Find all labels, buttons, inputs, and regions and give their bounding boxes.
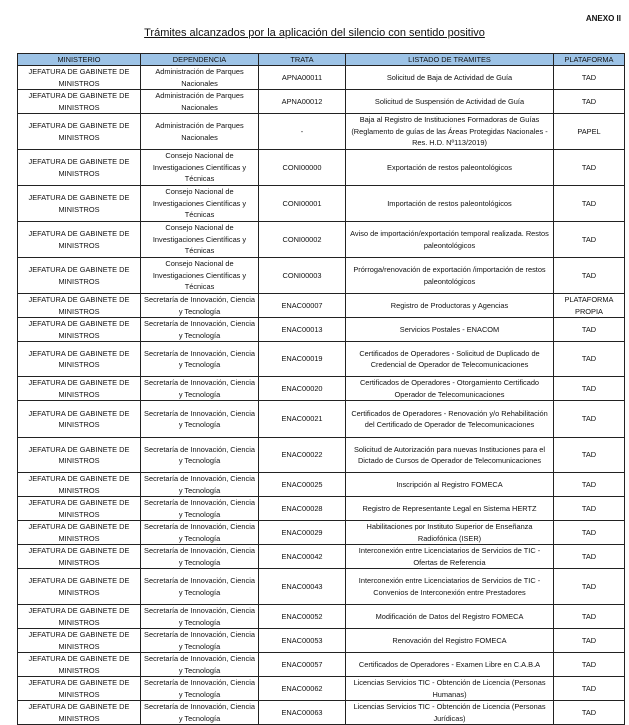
cell-plataforma: TAD	[554, 186, 625, 222]
table-row	[18, 66, 625, 90]
cell-dependencia: Secretaría de Innovación, Ciencia y Tecnología	[141, 377, 259, 401]
cell-ministerio: JEFATURA DE GABINETE DE MINISTROS	[18, 497, 141, 521]
cell-tramite: Renovación del Registro FOMECA	[346, 629, 554, 653]
table-row	[18, 186, 625, 222]
cell-plataforma: TAD	[554, 318, 625, 342]
header-ministerio: MINISTERIO	[18, 54, 141, 66]
cell-trata: CONI00002	[259, 222, 346, 258]
cell-dependencia: Administración de Parques Nacionales	[141, 114, 259, 150]
cell-plataforma: PAPEL	[554, 114, 625, 150]
cell-tramite: Certificados de Operadores - Solicitud de Duplicado de Credencial de Operador de Telecomunicaciones	[346, 342, 554, 377]
cell-dependencia: Consejo Nacional de Investigaciones Científicas y Técnicas	[141, 222, 259, 258]
cell-dependencia: Secretaría de Innovación, Ciencia y Tecnología	[141, 605, 259, 629]
cell-ministerio: JEFATURA DE GABINETE DE MINISTROS	[18, 342, 141, 377]
cell-ministerio: JEFATURA DE GABINETE DE MINISTROS	[18, 401, 141, 438]
cell-trata: ENAC00063	[259, 701, 346, 725]
cell-plataforma: TAD	[554, 677, 625, 701]
cell-trata: ENAC00028	[259, 497, 346, 521]
cell-trata: ENAC00013	[259, 318, 346, 342]
cell-tramite: Licencias Servicios TIC - Obtención de Licencia (Personas Humanas)	[346, 677, 554, 701]
cell-trata: ENAC00053	[259, 629, 346, 653]
cell-plataforma: TAD	[554, 90, 625, 114]
cell-tramite: Solicitud de Suspensión de Actividad de Guía	[346, 90, 554, 114]
cell-trata: ENAC00007	[259, 294, 346, 318]
table-header-row	[18, 54, 625, 66]
cell-plataforma: TAD	[554, 66, 625, 90]
cell-tramite: Prórroga/renovación de exportación /importación de restos paleontológicos	[346, 258, 554, 294]
cell-trata: ENAC00025	[259, 473, 346, 497]
cell-trata: ENAC00020	[259, 377, 346, 401]
cell-plataforma: TAD	[554, 342, 625, 377]
table-row	[18, 497, 625, 521]
cell-trata: ENAC00062	[259, 677, 346, 701]
cell-ministerio: JEFATURA DE GABINETE DE MINISTROS	[18, 150, 141, 186]
table-row	[18, 545, 625, 569]
cell-dependencia: Consejo Nacional de Investigaciones Científicas y Técnicas	[141, 150, 259, 186]
cell-tramite: Servicios Postales - ENACOM	[346, 318, 554, 342]
cell-plataforma: TAD	[554, 653, 625, 677]
cell-tramite: Certificados de Operadores - Examen Libre en C.A.B.A	[346, 653, 554, 677]
cell-trata: ENAC00057	[259, 653, 346, 677]
cell-tramite: Aviso de importación/exportación temporal realizada. Restos paleontológicos	[346, 222, 554, 258]
cell-ministerio: JEFATURA DE GABINETE DE MINISTROS	[18, 653, 141, 677]
cell-plataforma: TAD	[554, 605, 625, 629]
cell-tramite: Importación de restos paleontológicos	[346, 186, 554, 222]
cell-tramite: Certificados de Operadores - Renovación y/o Rehabilitación del Certificado de Operador de Telecomunicaciones	[346, 401, 554, 438]
annex-label: ANEXO II	[585, 14, 621, 23]
cell-dependencia: Secretaría de Innovación, Ciencia y Tecnología	[141, 653, 259, 677]
cell-tramite: Solicitud de Autorización para nuevas Instituciones para el Dictado de Cursos de Operador de Telecomunicaciones	[346, 438, 554, 473]
cell-trata: CONI00001	[259, 186, 346, 222]
table-row	[18, 677, 625, 701]
header-dependencia: DEPENDENCIA	[141, 54, 259, 66]
cell-tramite: Inscripción al Registro FOMECA	[346, 473, 554, 497]
cell-trata: APNA00011	[259, 66, 346, 90]
tramites-table	[17, 53, 625, 725]
cell-plataforma: TAD	[554, 401, 625, 438]
cell-dependencia: Consejo Nacional de Investigaciones Científicas y Técnicas	[141, 258, 259, 294]
cell-trata: ENAC00029	[259, 521, 346, 545]
cell-plataforma: TAD	[554, 629, 625, 653]
cell-ministerio: JEFATURA DE GABINETE DE MINISTROS	[18, 701, 141, 725]
cell-tramite: Baja al Registro de Instituciones Formadoras de Guías (Reglamento de guías de las Áreas Protegidas Nacionales - Res. H.D. Nº113/2019)	[346, 114, 554, 150]
cell-ministerio: JEFATURA DE GABINETE DE MINISTROS	[18, 569, 141, 605]
cell-dependencia: Secretaría de Innovación, Ciencia y Tecnología	[141, 545, 259, 569]
table-row	[18, 401, 625, 438]
cell-plataforma: TAD	[554, 222, 625, 258]
table-row	[18, 294, 625, 318]
table-row	[18, 605, 625, 629]
table-row	[18, 318, 625, 342]
cell-trata: ENAC00019	[259, 342, 346, 377]
cell-tramite: Certificados de Operadores - Otorgamiento Certificado Operador de Telecomunicaciones	[346, 377, 554, 401]
cell-plataforma: TAD	[554, 569, 625, 605]
cell-plataforma: PLATAFORMA PROPIA	[554, 294, 625, 318]
cell-ministerio: JEFATURA DE GABINETE DE MINISTROS	[18, 294, 141, 318]
cell-tramite: Solicitud de Baja de Actividad de Guía	[346, 66, 554, 90]
cell-ministerio: JEFATURA DE GABINETE DE MINISTROS	[18, 318, 141, 342]
table-row	[18, 438, 625, 473]
cell-ministerio: JEFATURA DE GABINETE DE MINISTROS	[18, 114, 141, 150]
cell-trata: CONI00000	[259, 150, 346, 186]
cell-dependencia: Secretaría de Innovación, Ciencia y Tecnología	[141, 629, 259, 653]
cell-plataforma: TAD	[554, 377, 625, 401]
cell-ministerio: JEFATURA DE GABINETE DE MINISTROS	[18, 605, 141, 629]
cell-dependencia: Secretaría de Innovación, Ciencia y Tecnología	[141, 401, 259, 438]
cell-trata: ENAC00022	[259, 438, 346, 473]
table-row	[18, 114, 625, 150]
cell-tramite: Interconexión entre Licenciatarios de Servicios de TIC - Convenios de Interconexión entre Prestadores	[346, 569, 554, 605]
cell-trata: ENAC00042	[259, 545, 346, 569]
cell-dependencia: Secretaría de Innovación, Ciencia y Tecnología	[141, 677, 259, 701]
cell-plataforma: TAD	[554, 258, 625, 294]
cell-ministerio: JEFATURA DE GABINETE DE MINISTROS	[18, 545, 141, 569]
header-listado: LISTADO DE TRAMITES	[346, 54, 554, 66]
table-row	[18, 653, 625, 677]
cell-trata: ENAC00043	[259, 569, 346, 605]
cell-ministerio: JEFATURA DE GABINETE DE MINISTROS	[18, 258, 141, 294]
cell-dependencia: Secretaría de Innovación, Ciencia y Tecnología	[141, 294, 259, 318]
cell-ministerio: JEFATURA DE GABINETE DE MINISTROS	[18, 629, 141, 653]
page-title: Trámites alcanzados por la aplicación del silencio con sentido positivo	[144, 27, 485, 39]
cell-trata: CONI00003	[259, 258, 346, 294]
cell-plataforma: TAD	[554, 438, 625, 473]
cell-trata: ENAC00021	[259, 401, 346, 438]
cell-plataforma: TAD	[554, 521, 625, 545]
cell-ministerio: JEFATURA DE GABINETE DE MINISTROS	[18, 473, 141, 497]
cell-trata: -	[259, 114, 346, 150]
table-row	[18, 377, 625, 401]
cell-ministerio: JEFATURA DE GABINETE DE MINISTROS	[18, 677, 141, 701]
cell-dependencia: Secretaría de Innovación, Ciencia y Tecnología	[141, 569, 259, 605]
cell-tramite: Licencias Servicios TIC - Obtención de Licencia (Personas Jurídicas)	[346, 701, 554, 725]
cell-dependencia: Secretaría de Innovación, Ciencia y Tecnología	[141, 473, 259, 497]
table-row	[18, 569, 625, 605]
cell-plataforma: TAD	[554, 473, 625, 497]
table-row	[18, 473, 625, 497]
table-row	[18, 258, 625, 294]
cell-plataforma: TAD	[554, 701, 625, 725]
cell-ministerio: JEFATURA DE GABINETE DE MINISTROS	[18, 66, 141, 90]
cell-dependencia: Secretaría de Innovación, Ciencia y Tecnología	[141, 497, 259, 521]
cell-dependencia: Consejo Nacional de Investigaciones Científicas y Técnicas	[141, 186, 259, 222]
cell-dependencia: Secretaría de Innovación, Ciencia y Tecnología	[141, 521, 259, 545]
table-row	[18, 150, 625, 186]
cell-ministerio: JEFATURA DE GABINETE DE MINISTROS	[18, 222, 141, 258]
cell-plataforma: TAD	[554, 150, 625, 186]
table-row	[18, 90, 625, 114]
cell-tramite: Exportación de restos paleontológicos	[346, 150, 554, 186]
table-row	[18, 342, 625, 377]
cell-tramite: Habilitaciones por Instituto Superior de Enseñanza Radiofónica (ISER)	[346, 521, 554, 545]
cell-dependencia: Secretaría de Innovación, Ciencia y Tecnología	[141, 318, 259, 342]
table-row	[18, 222, 625, 258]
cell-dependencia: Administración de Parques Nacionales	[141, 66, 259, 90]
cell-dependencia: Secretaría de Innovación, Ciencia y Tecnología	[141, 342, 259, 377]
cell-plataforma: TAD	[554, 545, 625, 569]
cell-ministerio: JEFATURA DE GABINETE DE MINISTROS	[18, 377, 141, 401]
header-plataforma: PLATAFORMA	[554, 54, 625, 66]
cell-ministerio: JEFATURA DE GABINETE DE MINISTROS	[18, 186, 141, 222]
table-row	[18, 629, 625, 653]
table-row	[18, 521, 625, 545]
cell-trata: APNA00012	[259, 90, 346, 114]
cell-dependencia: Administración de Parques Nacionales	[141, 90, 259, 114]
cell-dependencia: Secretaría de Innovación, Ciencia y Tecnología	[141, 438, 259, 473]
cell-ministerio: JEFATURA DE GABINETE DE MINISTROS	[18, 438, 141, 473]
cell-tramite: Registro de Representante Legal en Sistema HERTZ	[346, 497, 554, 521]
cell-tramite: Interconexión entre Licenciatarios de Servicios de TIC - Ofertas de Referencia	[346, 545, 554, 569]
cell-plataforma: TAD	[554, 497, 625, 521]
cell-ministerio: JEFATURA DE GABINETE DE MINISTROS	[18, 521, 141, 545]
table-row	[18, 701, 625, 725]
cell-dependencia: Secretaría de Innovación, Ciencia y Tecnología	[141, 701, 259, 725]
header-trata: TRATA	[259, 54, 346, 66]
cell-trata: ENAC00052	[259, 605, 346, 629]
cell-tramite: Registro de Productoras y Agencias	[346, 294, 554, 318]
cell-tramite: Modificación de Datos del Registro FOMECA	[346, 605, 554, 629]
cell-ministerio: JEFATURA DE GABINETE DE MINISTROS	[18, 90, 141, 114]
